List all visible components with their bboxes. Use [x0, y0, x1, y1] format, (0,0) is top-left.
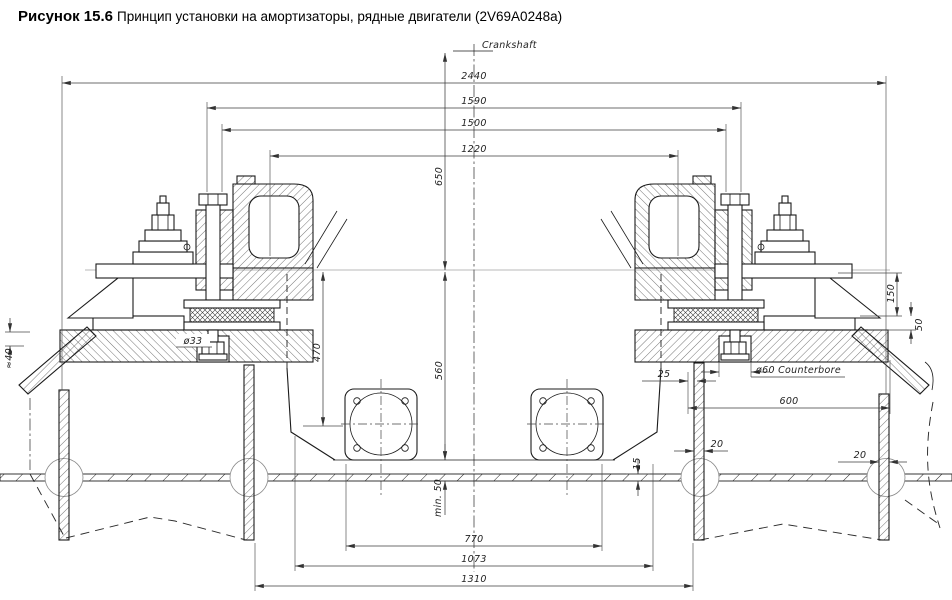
dim-label-2440: 2440 — [461, 71, 487, 82]
crankshaft-label: Crankshaft — [482, 40, 537, 51]
dim-label-470: 470 — [312, 342, 323, 362]
break-right-v — [700, 524, 882, 540]
adjuster-tip — [160, 196, 166, 203]
girder — [59, 390, 69, 540]
dim-label-33: ø33 — [183, 336, 203, 347]
dim-label-1310: 1310 — [461, 574, 487, 585]
dim-label-1500: 1500 — [461, 118, 487, 129]
girder — [879, 394, 889, 540]
adjuster-cap — [157, 203, 169, 215]
dim-label-1220: 1220 — [461, 144, 487, 155]
dim-label-15: 15 — [632, 457, 643, 470]
engine-foot-boss — [237, 176, 255, 184]
break-contours — [30, 362, 940, 540]
girder — [244, 365, 254, 540]
dim-label-560: 560 — [434, 360, 445, 380]
dim-label-min50: min. 50 — [433, 478, 444, 517]
break-right-edge — [928, 402, 940, 528]
break-left-v — [66, 517, 246, 540]
right-mount-assembly — [601, 176, 929, 394]
absorber-top-plate — [184, 300, 280, 308]
dim-label-60-counterbore: ø60 Counterbore — [756, 365, 841, 376]
dim-label-1590: 1590 — [461, 96, 487, 107]
dim-label-25: 25 — [657, 369, 671, 380]
bracket-arm — [233, 268, 313, 300]
dim-label-50: 50 — [914, 318, 925, 331]
dim-label-20-right: 20 — [853, 450, 867, 461]
adjuster-plate-2 — [139, 241, 187, 252]
dim-label-20-left: 20 — [710, 439, 724, 450]
foundation-floor-plate — [0, 474, 952, 481]
dim-label-40: ≈40 — [4, 348, 15, 369]
absorber-elastomer — [190, 308, 274, 322]
figure-caption: Принцип установки на амортизаторы, рядные двигатели (2V69A0248a) — [117, 9, 563, 24]
dim-label-150: 150 — [886, 283, 897, 303]
dim-label-770: 770 — [464, 534, 484, 545]
absorber-bottom-plate — [184, 322, 280, 330]
dim-label-650: 650 — [434, 166, 445, 186]
lower-washer — [199, 354, 227, 360]
dim-label-1073: 1073 — [461, 554, 487, 565]
adjuster-hex — [152, 215, 174, 230]
engine-foot-hole — [249, 196, 299, 258]
dim-label-600: 600 — [779, 396, 799, 407]
stud-body — [206, 205, 220, 300]
figure-label: Рисунок 15.6 — [18, 8, 114, 25]
left-mount-assembly — [19, 176, 347, 394]
adjuster-plate-3 — [145, 230, 181, 241]
girder — [694, 363, 704, 540]
adjuster-plate-1 — [133, 252, 193, 264]
break-right-diag — [905, 500, 940, 525]
stud-hex-head — [199, 194, 227, 205]
